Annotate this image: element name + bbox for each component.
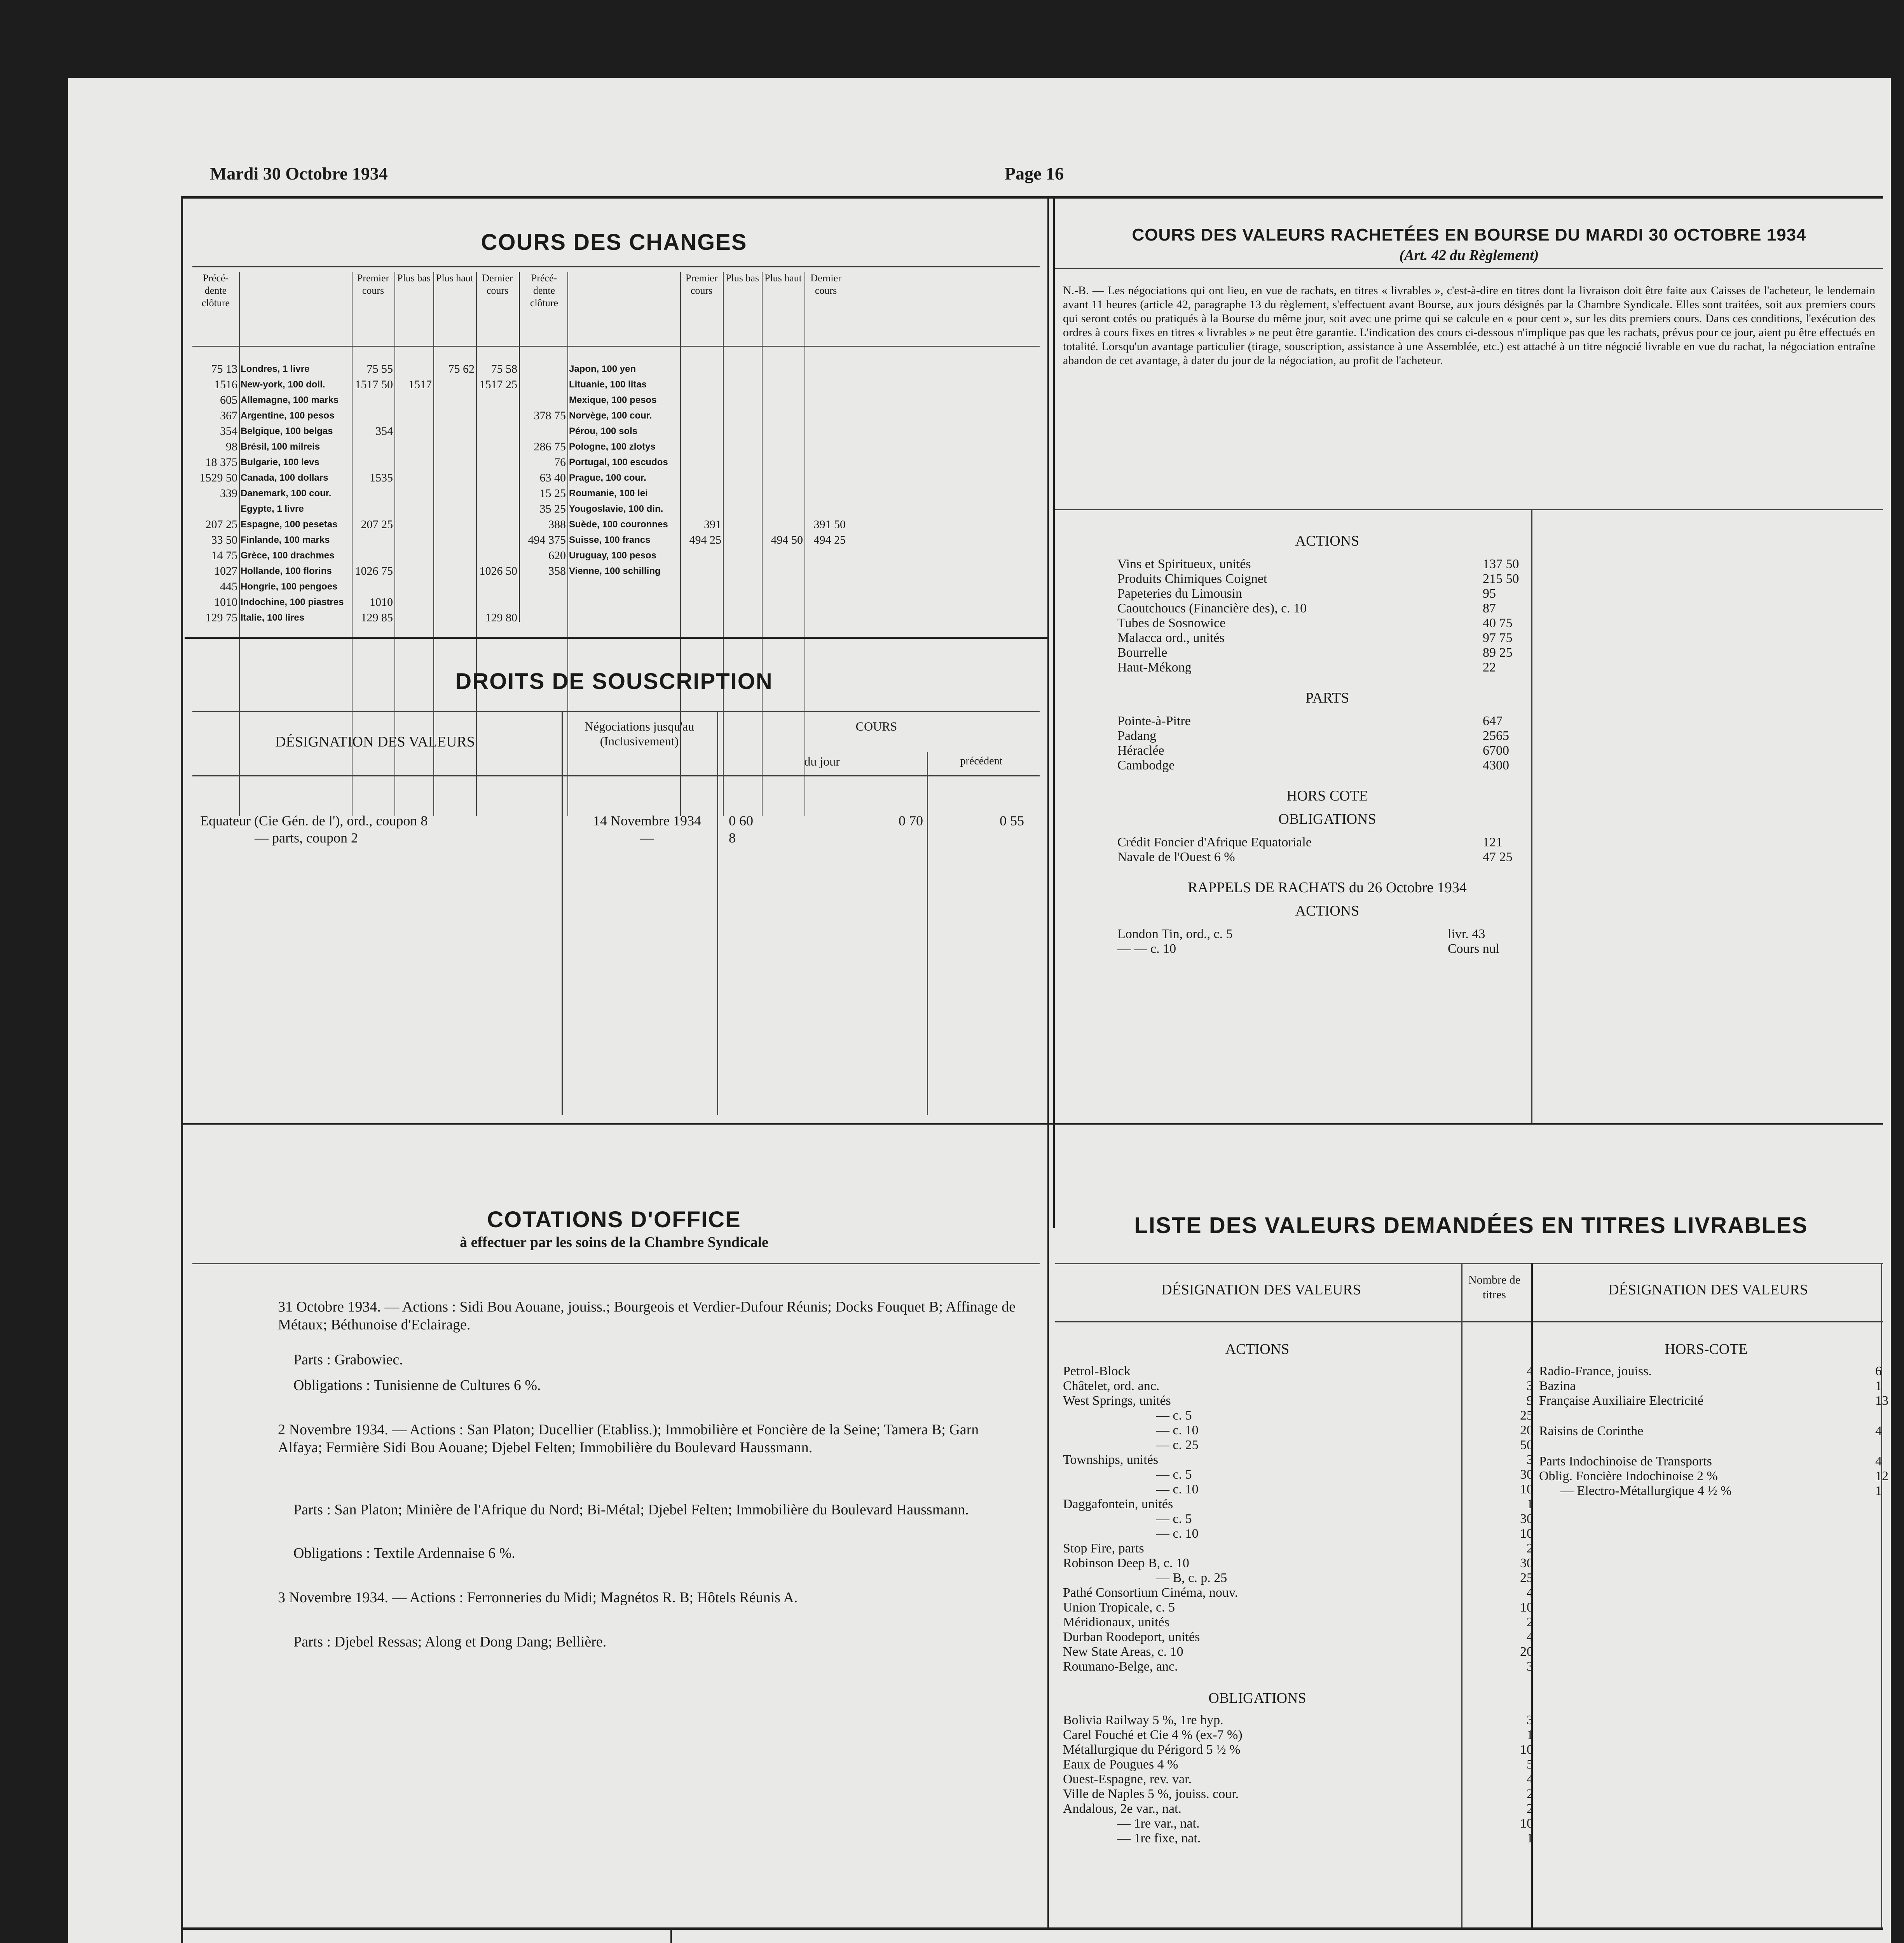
changes-cell: Belgique, 100 belgas (241, 426, 333, 436)
livrables-action-label: — c. 25 (1156, 1438, 1199, 1452)
livrables-right-label: Bazina (1539, 1379, 1576, 1393)
souscription-col-precedent: précédent (960, 755, 1003, 767)
rachats-part-value: 2565 (1483, 729, 1509, 743)
changes-col-header: Précé-dente clôture (530, 272, 558, 309)
rachats-action-value: 95 (1483, 586, 1496, 601)
livrables-action-label: — c. 5 (1156, 1467, 1192, 1482)
changes-cell: 354 (375, 425, 393, 438)
page-number: Page 16 (1005, 164, 1064, 183)
livrables-action-count: 30 (1520, 1512, 1533, 1526)
livrables-right-count: 4 (1875, 1454, 1882, 1469)
changes-cell: Mexique, 100 pesos (569, 395, 657, 405)
changes-cell: 33 50 (211, 534, 237, 546)
livrables-action-count: 50 (1520, 1438, 1533, 1452)
livrables-right-label: Raisins de Corinthe (1539, 1424, 1644, 1438)
rachats-rappels-title: RAPPELS DE RACHATS du 26 Octobre 1934 (1188, 879, 1467, 896)
changes-cell: Pérou, 100 sols (569, 426, 638, 436)
livrables-right-count: 13 (1875, 1394, 1888, 1408)
livrables-right-label: Radio-France, jouiss. (1539, 1364, 1652, 1378)
changes-cell: Norvège, 100 cour. (569, 410, 652, 421)
changes-col-header: Plus bas (397, 272, 431, 284)
rachats-part-label: Padang (1117, 729, 1157, 743)
changes-col-header: Plus bas (726, 272, 759, 284)
changes-cell: 1529 50 (199, 471, 237, 484)
changes-cell: 75 62 (448, 363, 475, 375)
changes-cell: Suède, 100 couronnes (569, 519, 668, 530)
rachats-parts-title: PARTS (1305, 690, 1349, 706)
changes-cell: Japon, 100 yen (569, 364, 636, 374)
changes-cell: Roumanie, 100 lei (569, 488, 648, 499)
changes-cell: 1026 50 (479, 565, 517, 577)
office-paragraph: Parts : Grabowiec. (293, 1352, 403, 1368)
rachats-rappel-value: livr. 43 (1448, 927, 1485, 941)
changes-col-line (762, 272, 763, 816)
changes-col-header: Dernier cours (482, 272, 513, 296)
souscription-top-rule (192, 711, 1040, 712)
frame-left (181, 198, 183, 1943)
rachats-action-value: 215 50 (1483, 572, 1519, 586)
changes-col-header: Dernier cours (810, 272, 841, 296)
livrables-action-label: — c. 10 (1156, 1423, 1199, 1437)
rachats-action-value: 40 75 (1483, 616, 1513, 630)
livrables-obligation-label: — 1re fixe, nat. (1117, 1831, 1201, 1845)
changes-cell: Portugal, 100 escudos (569, 457, 668, 467)
changes-cell: 1010 (214, 596, 237, 609)
livrables-title: LISTE DES VALEURS DEMANDÉES EN TITRES LIVRABLES (1134, 1213, 1808, 1238)
changes-cell: Brésil, 100 milreis (241, 441, 320, 452)
livrables-col-nombre: Nombre de titres (1468, 1273, 1521, 1301)
livrables-action-count: 25 (1520, 1571, 1533, 1585)
changes-cell: 129 80 (485, 611, 517, 624)
changes-cell: Hollande, 100 florins (241, 566, 332, 576)
changes-cell: 35 25 (539, 502, 566, 515)
rachats-action-value: 97 75 (1483, 631, 1513, 645)
changes-cell: Suisse, 100 francs (569, 535, 651, 545)
livrables-action-label: New State Areas, c. 10 (1063, 1645, 1183, 1659)
office-paras (278, 1298, 1040, 1764)
souscription-cours-2: 0 70 (899, 813, 923, 828)
office-paragraph: Obligations : Textile Ardennaise 6 %. (293, 1545, 515, 1561)
rachats-list (1117, 532, 1545, 1115)
livrables-obligation-label: Eaux de Pougues 4 % (1063, 1757, 1178, 1772)
changes-cell: 1027 (214, 565, 237, 577)
livrables-actions-title: ACTIONS (1225, 1341, 1290, 1357)
livrables-hors-cote-title: HORS-COTE (1665, 1341, 1748, 1357)
changes-cell: Espagne, 100 pesetas (241, 519, 338, 530)
changes-cell: Yougoslavie, 100 din. (569, 504, 663, 514)
livrables-right-count: 1 (1875, 1484, 1882, 1498)
changes-cell: 75 55 (366, 363, 393, 375)
livrables-right-label: Française Auxiliaire Electricité (1539, 1394, 1703, 1408)
livrables-action-count: 20 (1520, 1423, 1533, 1437)
livrables-col-designation: DÉSIGNATION DES VALEURS (1161, 1282, 1361, 1298)
livrables-action-label: — c. 10 (1156, 1526, 1199, 1541)
changes-cell: 1516 (214, 378, 237, 391)
page-date: Mardi 30 Octobre 1934 (210, 164, 388, 183)
livrables-right-label: — Electro-Métallurgique 4 ½ % (1560, 1484, 1732, 1498)
souscription-date: — (640, 830, 654, 846)
office-paragraph: Parts : San Platon; Minière de l'Afrique du Nord; Bi-Métal; Djebel Felten; Immobilière du Boulevard Haussmann. (293, 1502, 969, 1518)
rachats-action-label: Tubes de Sosnowice (1117, 616, 1226, 630)
office-paragraph: 3 Novembre 1934. — Actions : Ferronneries du Midi; Magnétos R. B; Hôtels Réunis A. (278, 1589, 798, 1606)
changes-col-line (567, 272, 568, 816)
livrables-action-count: 20 (1520, 1645, 1533, 1659)
livrables-action-count: 3 (1527, 1659, 1533, 1674)
changes-cell: Danemark, 100 cour. (241, 488, 332, 499)
livrables-obligation-count: 1 (1527, 1728, 1533, 1742)
livrables-action-count: 4 (1527, 1585, 1533, 1600)
changes-cell: 75 13 (211, 363, 237, 375)
office-paragraph: 2 Novembre 1934. — Actions : San Platon; Ducellier (Etabliss.); Immobilière et Foncière de la Seine; Tamera B; Garn Alfaya; Fermière Sidi Bou Aouane; Djebel Felten; Immobilière du Boulevard Haussmann. (278, 1421, 979, 1456)
changes-col-header: Plus haut (764, 272, 802, 284)
livrables-right-label: Parts Indochinoise de Transports (1539, 1454, 1712, 1469)
livrables-obligation-count: 10 (1520, 1742, 1533, 1757)
changes-cell: 391 50 (813, 518, 846, 531)
livrables-action-label: — B, c. p. 25 (1156, 1571, 1227, 1585)
newspaper-page (68, 78, 1891, 1943)
changes-cell: 207 25 (205, 518, 237, 531)
livrables-action-label: — c. 10 (1156, 1482, 1199, 1496)
livrables-action-label: West Springs, unités (1063, 1394, 1171, 1408)
changes-cell: Londres, 1 livre (241, 364, 310, 374)
changes-cell: 1010 (370, 596, 393, 609)
changes-cell: New-york, 100 doll. (241, 379, 325, 390)
rachats-subtitle: (Art. 42 du Règlement) (1399, 247, 1539, 263)
souscription-col-designation: DÉSIGNATION DES VALEURS (275, 734, 475, 750)
changes-cell: 18 375 (205, 456, 237, 469)
livrables-action-count: 10 (1520, 1526, 1533, 1541)
rachats-part-value: 647 (1483, 714, 1503, 728)
rachats-part-label: Pointe-à-Pitre (1117, 714, 1191, 728)
rachats-action-label: Vins et Spiritueux, unités (1117, 557, 1251, 571)
changes-cell: Egypte, 1 livre (241, 504, 304, 514)
changes-cell: 1026 75 (355, 565, 393, 577)
livrables-rule (1055, 1263, 1883, 1264)
souscription-date: 14 Novembre 1934 (593, 813, 701, 828)
changes-table (192, 272, 1040, 622)
changes-rule (192, 266, 1040, 267)
livrables-obligation-count: 3 (1527, 1713, 1533, 1727)
rachats-actions-title: ACTIONS (1295, 533, 1360, 549)
rachats-part-value: 4300 (1483, 758, 1509, 773)
changes-cell: 494 375 (528, 534, 566, 546)
livrables-action-count: 30 (1520, 1556, 1533, 1570)
livrables-action-label: Châtelet, ord. anc. (1063, 1379, 1160, 1393)
livrables-obligation-label: Carel Fouché et Cie 4 % (ex-7 %) (1063, 1728, 1243, 1742)
changes-cell: 14 75 (211, 549, 237, 562)
changes-cell: 494 50 (771, 534, 803, 546)
livrables-obligation-count: 2 (1527, 1787, 1533, 1801)
livrables-obligation-count: 10 (1520, 1816, 1533, 1831)
rachats-obligation-value: 47 25 (1483, 850, 1513, 864)
souscription-header-rule (192, 775, 1040, 776)
divider-mid (181, 1123, 1883, 1125)
rachats-obligation-value: 121 (1483, 835, 1503, 849)
divider-top-2 (1053, 198, 1055, 1228)
changes-cell: Pologne, 100 zlotys (569, 441, 656, 452)
souscription-col-cours: COURS (855, 719, 897, 733)
changes-cell: 76 (554, 456, 566, 469)
souscription-rows (192, 812, 1040, 1045)
souscription-precedent: 0 55 (1000, 813, 1024, 828)
divider-top (1047, 198, 1049, 1228)
header-rule (181, 196, 1883, 199)
changes-cell: 605 (220, 394, 237, 406)
changes-cell: Finlande, 100 marks (241, 535, 330, 545)
changes-cell: 1517 50 (355, 378, 393, 391)
changes-block-separator (519, 272, 520, 622)
changes-cell: Vienne, 100 schilling (569, 566, 661, 576)
souscription-name: Equateur (Cie Gén. de l'), ord., coupon 8 (200, 813, 428, 828)
office-rule (192, 1263, 1040, 1264)
changes-title: COURS DES CHANGES (481, 230, 747, 255)
changes-cell: 129 85 (361, 611, 393, 624)
rachats-action-value: 87 (1483, 601, 1496, 616)
livrables-action-count: 30 (1520, 1467, 1533, 1482)
changes-cell: 63 40 (539, 471, 566, 484)
livrables-obligation-count: 4 (1527, 1772, 1533, 1786)
livrables-action-count: 3 (1527, 1453, 1533, 1467)
livrables-action-label: Daggafontein, unités (1063, 1497, 1173, 1511)
changes-cell: Argentine, 100 pesos (241, 410, 335, 421)
livrables-action-count: 10 (1520, 1482, 1533, 1496)
souscription-cours-1: 0 60 (729, 813, 753, 828)
changes-cell: 378 75 (534, 409, 566, 422)
changes-cell: 391 (704, 518, 721, 531)
changes-col-header: Précé-dente clôture (201, 272, 230, 309)
livrables-action-count: 3 (1527, 1379, 1533, 1393)
rachats-action-label: Bourrelle (1117, 645, 1168, 660)
livrables-obligation-label: Ville de Naples 5 %, jouiss. cour. (1063, 1787, 1239, 1801)
changes-cell: 1517 25 (479, 378, 517, 391)
office-paragraph: Parts : Djebel Ressas; Along et Dong Dang; Bellière. (293, 1634, 607, 1650)
changes-cell: Italie, 100 lires (241, 612, 305, 623)
rachats-action-value: 22 (1483, 660, 1496, 675)
changes-col-header: Premier cours (357, 272, 389, 296)
changes-cell: 129 75 (205, 611, 237, 624)
rachats-action-label: Papeteries du Limousin (1117, 586, 1243, 601)
rachats-obligation-label: Crédit Foncier d'Afrique Equatoriale (1117, 835, 1312, 849)
livrables-action-label: — c. 5 (1156, 1408, 1192, 1423)
rachats-action-value: 89 25 (1483, 645, 1513, 660)
livrables-obligation-count: 1 (1527, 1831, 1533, 1845)
changes-cell: 358 (548, 565, 566, 577)
changes-header-rule (192, 346, 1040, 347)
souscription-cours-1: 8 (729, 830, 736, 846)
rachats-title: COURS DES VALEURS RACHETÉES EN BOURSE DU MARDI 30 OCTOBRE 1934 (1132, 225, 1806, 244)
changes-cell: Indochine, 100 piastres (241, 597, 344, 607)
livrables-action-count: 4 (1527, 1630, 1533, 1644)
rachats-rappel-label: London Tin, ord., c. 5 (1117, 927, 1233, 941)
rachats-obligation-label: Navale de l'Ouest 6 % (1117, 850, 1235, 864)
changes-cell: 286 75 (534, 440, 566, 453)
changes-cell: 15 25 (539, 487, 566, 500)
rachats-action-label: Caoutchoucs (Financière des), c. 10 (1117, 601, 1307, 616)
livrables-obligation-count: 5 (1527, 1757, 1533, 1772)
livrables-right-count: 4 (1875, 1424, 1882, 1438)
changes-cell: Canada, 100 dollars (241, 473, 328, 483)
livrables-action-count: 9 (1527, 1394, 1533, 1408)
office-title: COTATIONS D'OFFICE (487, 1207, 741, 1232)
changes-cell: 339 (220, 487, 237, 500)
rachats-rappel-value: Cours nul (1448, 942, 1500, 956)
souscription-col-negociations: Négociations jusqu'au (Inclusivement) (584, 719, 695, 748)
livrables-action-label: Durban Roodeport, unités (1063, 1630, 1200, 1644)
livrables-action-label: Townships, unités (1063, 1453, 1159, 1467)
livrables-action-label: Robinson Deep B, c. 10 (1063, 1556, 1189, 1570)
changes-cell: Prague, 100 cour. (569, 473, 646, 483)
changes-cell: 1535 (370, 471, 393, 484)
changes-cell: 354 (220, 425, 237, 438)
changes-end-rule (185, 637, 1047, 639)
livrables-action-label: Méridionaux, unités (1063, 1615, 1169, 1629)
rachats-hors-cote-title: HORS COTE (1286, 788, 1368, 804)
livrables-col-designation-right: DÉSIGNATION DES VALEURS (1608, 1282, 1808, 1298)
souscription-name: — parts, coupon 2 (255, 830, 358, 846)
changes-cell: 620 (548, 549, 566, 562)
rachats-part-label: Héraclée (1117, 743, 1164, 758)
livrables-action-count: 1 (1527, 1497, 1533, 1511)
rachats-rappel-label: — — c. 10 (1117, 942, 1176, 956)
livrables-action-count: 2 (1527, 1541, 1533, 1556)
rachats-note-rule (1055, 509, 1883, 510)
livrables-action-count: 4 (1527, 1364, 1533, 1378)
souscription-title: DROITS DE SOUSCRIPTION (455, 669, 773, 694)
changes-cell: Hongrie, 100 pengoes (241, 581, 338, 592)
changes-cell: 494 25 (813, 534, 846, 546)
rachats-part-value: 6700 (1483, 743, 1509, 758)
livrables-right-count: 1 (1875, 1379, 1882, 1393)
divider-low (181, 1927, 1883, 1930)
changes-cell: Bulgarie, 100 levs (241, 457, 319, 467)
livrables-right-count: 6 (1875, 1364, 1882, 1378)
divider-bottom (670, 1927, 672, 1943)
rachats-rule (1055, 268, 1883, 269)
changes-cell: 207 25 (361, 518, 393, 531)
livrables-obligation-label: — 1re var., nat. (1117, 1816, 1200, 1831)
changes-cell: 445 (220, 580, 237, 593)
livrables-action-label: Petrol-Block (1063, 1364, 1131, 1378)
livrables-action-count: 10 (1520, 1600, 1533, 1615)
livrables-list (1055, 1341, 1888, 1924)
changes-cell: 388 (548, 518, 566, 531)
changes-cell: 1517 (408, 378, 432, 391)
livrables-action-label: Union Tropicale, c. 5 (1063, 1600, 1175, 1615)
changes-cell: Grèce, 100 drachmes (241, 550, 335, 561)
rachats-part-label: Cambodge (1117, 758, 1175, 773)
office-paragraph: Obligations : Tunisienne de Cultures 6 %. (293, 1377, 541, 1394)
livrables-right-count: 12 (1875, 1469, 1888, 1483)
changes-col-header: Premier cours (685, 272, 718, 296)
changes-cell: 98 (226, 440, 237, 453)
rachats-action-label: Malacca ord., unités (1117, 631, 1225, 645)
changes-cell: Lituanie, 100 litas (569, 379, 647, 390)
livrables-action-count: 2 (1527, 1615, 1533, 1629)
office-subtitle: à effectuer par les soins de la Chambre Syndicale (460, 1234, 768, 1251)
office-paragraph: 31 Octobre 1934. — Actions : Sidi Bou Aouane, jouiss.; Bourgeois et Verdier-Dufour Réunis; Docks Fouquet B; Affinage de Métaux; Béthunoise d'Eclairage. (278, 1299, 1016, 1333)
changes-col-header: Plus haut (436, 272, 474, 284)
livrables-header-rule (1055, 1321, 1883, 1322)
souscription-col-du-jour: du jour (804, 754, 840, 768)
changes-cell: Uruguay, 100 pesos (569, 550, 656, 561)
divider-mid-v (1047, 1123, 1049, 1927)
changes-cell: 494 25 (689, 534, 721, 546)
changes-col-line (723, 272, 724, 816)
livrables-obligation-count: 2 (1527, 1802, 1533, 1816)
rachats-action-label: Haut-Mékong (1117, 660, 1192, 675)
livrables-action-count: 25 (1520, 1408, 1533, 1423)
livrables-obligations-title: OBLIGATIONS (1208, 1690, 1306, 1706)
changes-cell: Allemagne, 100 marks (241, 395, 339, 405)
livrables-obligation-label: Bolivia Railway 5 %, 1re hyp. (1063, 1713, 1223, 1727)
rachats-action-label: Produits Chimiques Coignet (1117, 572, 1267, 586)
livrables-obligation-label: Andalous, 2e var., nat. (1063, 1802, 1181, 1816)
rachats-action-value: 137 50 (1483, 557, 1519, 571)
changes-cell: 75 58 (491, 363, 517, 375)
livrables-action-label: Roumano-Belge, anc. (1063, 1659, 1178, 1674)
livrables-action-label: Stop Fire, parts (1063, 1541, 1144, 1556)
livrables-right-label: Oblig. Foncière Indochinoise 2 % (1539, 1469, 1718, 1483)
livrables-action-label: — c. 5 (1156, 1512, 1192, 1526)
rachats-rappels-actions-title: ACTIONS (1295, 903, 1360, 919)
rachats-obligations-title: OBLIGATIONS (1278, 811, 1376, 827)
changes-cell: 367 (220, 409, 237, 422)
livrables-action-label: Pathé Consortium Cinéma, nouv. (1063, 1585, 1238, 1600)
livrables-obligation-label: Ouest-Espagne, rev. var. (1063, 1772, 1192, 1786)
livrables-obligation-label: Métallurgique du Périgord 5 ½ % (1063, 1742, 1241, 1757)
rachats-note: N.-B. — Les négociations qui ont lieu, en vue de rachats, en titres « livrables », c'est-à-dire en titres dont la livraison doit être faite aux Caisses de l'acheteur, le lendemain avant 11 heures (article 42, paragraphe 13 du règlement, s'effectuent avant Bourse, aux jours désignés par la Chambre Syndicale. Elles sont traitées, soit aux premiers cours qui seront cotés ou pratiqués à la Bourse du même jour, soit avec une prime qui se calcule en « pour cent », sur les dits premiers cours. Dans ces conditions, l'exécution des ordres à cours fixes en titres « livrables » ne peut être garantie. L'indication des cours ci-dessous n'implique pas que les rachats, prévus pour ce jour, aient pu être effectués en totalité. Lorsqu'un avantage particulier (tirage, souscription, assistance à une Assemblée, etc.) est attaché à un titre négocié livrable en vue du rachat, la négociation entraîne abandon de cet avantage, à dater du jour de la négociation, au profit de l'acheteur. (1063, 284, 1875, 367)
